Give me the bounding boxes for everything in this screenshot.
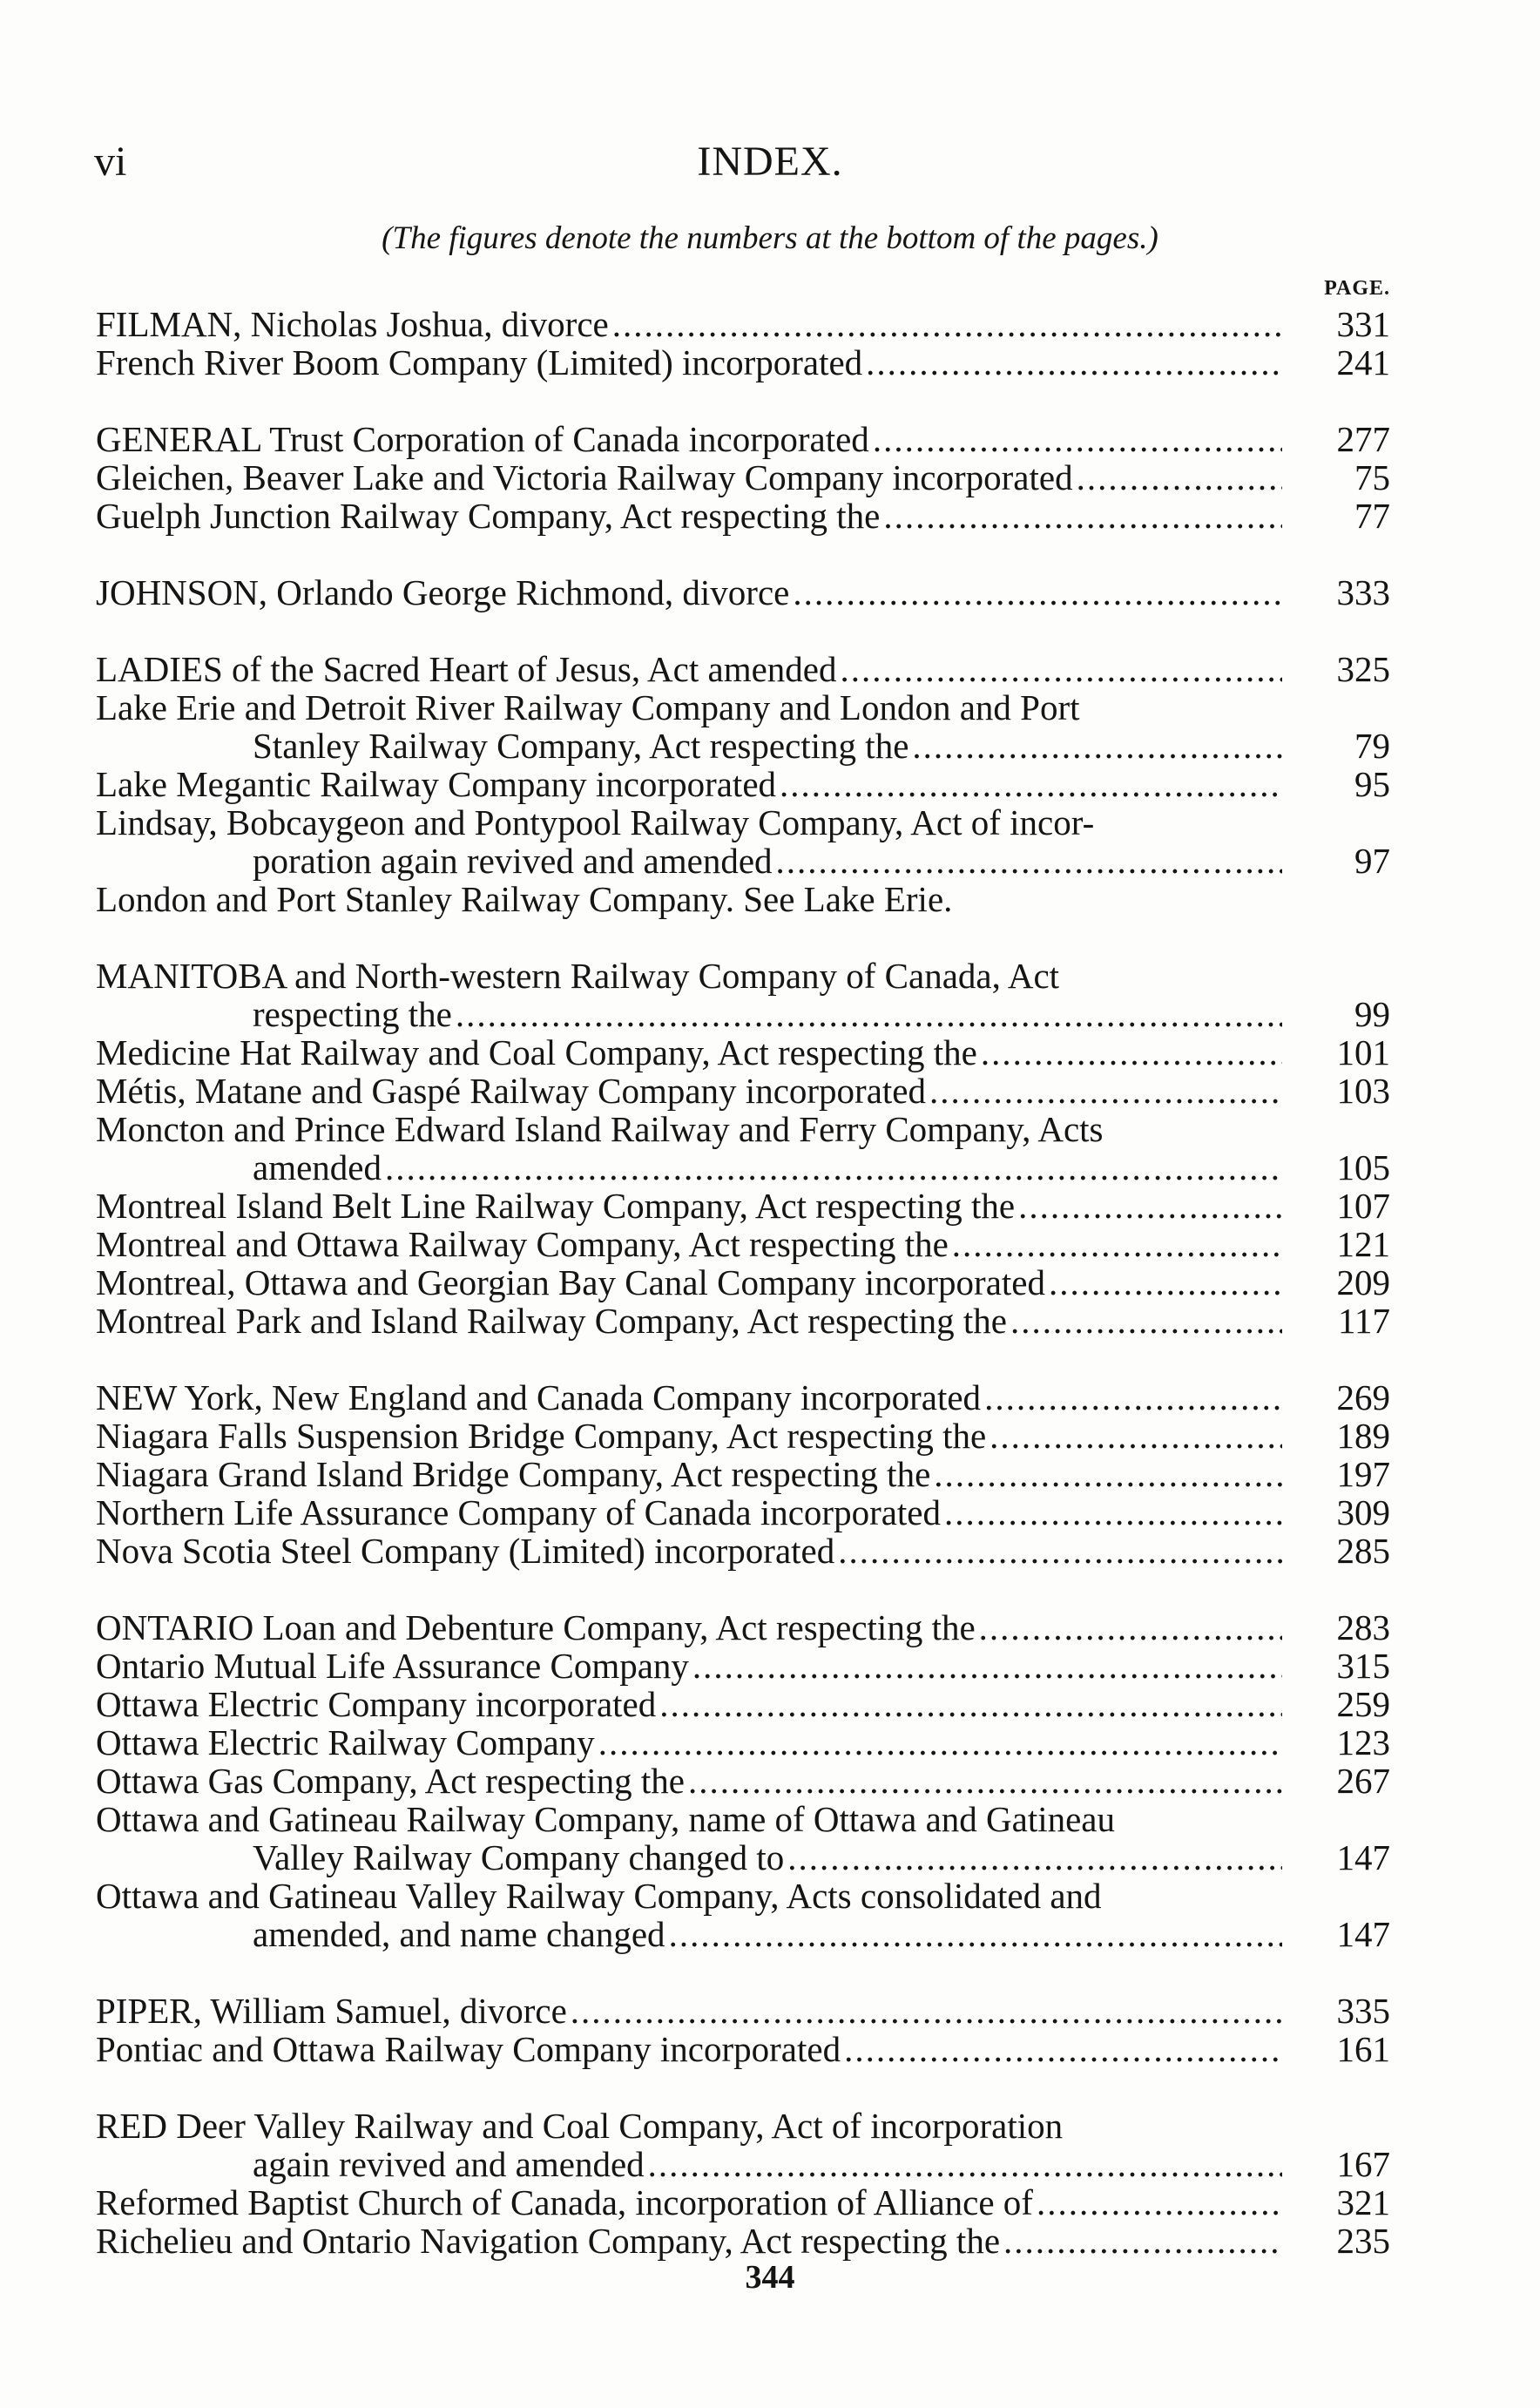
entry-text bbox=[96, 458, 1286, 497]
index-entry bbox=[96, 1685, 1390, 1723]
index-entry bbox=[96, 1072, 1390, 1110]
entry-line-text: Métis, Matane and Gaspé Railway Company incorporated bbox=[96, 1071, 926, 1111]
dot-leader bbox=[844, 2030, 1282, 2068]
entry-line bbox=[96, 957, 1286, 995]
entry-line bbox=[96, 1992, 1286, 2030]
entry-text bbox=[96, 1532, 1286, 1570]
index-entry bbox=[96, 1302, 1390, 1340]
entry-line-text: Montreal and Ottawa Railway Company, Act respecting the bbox=[96, 1224, 949, 1264]
entry-page-number: 95 bbox=[1354, 764, 1390, 804]
entry-line-text: Stanley Railway Company, Act respecting the bbox=[253, 726, 909, 766]
index-group bbox=[96, 420, 1390, 535]
entry-page-number: 321 bbox=[1336, 2182, 1390, 2222]
entry-line bbox=[96, 1915, 1286, 1953]
entry-text bbox=[96, 1072, 1286, 1110]
entry-page-number: 99 bbox=[1354, 994, 1390, 1034]
entry-line bbox=[96, 1647, 1286, 1685]
entry-line bbox=[96, 1187, 1286, 1225]
entry-text bbox=[96, 1723, 1286, 1762]
entry-page-number: 241 bbox=[1336, 342, 1390, 382]
entry-text bbox=[96, 957, 1286, 1033]
entry-line bbox=[96, 1033, 1286, 1072]
entry-text bbox=[96, 1762, 1286, 1800]
index-group bbox=[96, 1992, 1390, 2068]
entry-page-number: 309 bbox=[1336, 1492, 1390, 1532]
entry-page-number: 105 bbox=[1336, 1147, 1390, 1187]
entry-text bbox=[96, 1417, 1286, 1455]
entry-line-text: amended bbox=[253, 1147, 382, 1187]
entry-line bbox=[96, 1762, 1286, 1800]
dot-leader bbox=[990, 1417, 1282, 1455]
entry-line bbox=[96, 880, 1286, 918]
entry-text bbox=[96, 2030, 1286, 2068]
entry-line-text: Niagara Falls Suspension Bridge Company, Act respecting the bbox=[96, 1416, 987, 1456]
entry-text bbox=[96, 1033, 1286, 1072]
entry-line-text: Ontario Mutual Life Assurance Company bbox=[96, 1646, 689, 1686]
entry-line-text: poration again revived and amended bbox=[253, 841, 773, 881]
dot-leader bbox=[612, 305, 1282, 343]
dot-leader bbox=[648, 2145, 1282, 2183]
entry-page-number: 325 bbox=[1336, 649, 1390, 689]
entry-text bbox=[96, 1302, 1286, 1340]
entry-text bbox=[96, 573, 1286, 612]
index-entry bbox=[96, 1455, 1390, 1493]
entry-text bbox=[96, 1608, 1286, 1647]
entry-line-text: Montreal, Ottawa and Georgian Bay Canal Company incorporated bbox=[96, 1262, 1045, 1302]
entry-page-number: 167 bbox=[1336, 2144, 1390, 2184]
entry-line-text: Reformed Baptist Church of Canada, incorporation of Alliance of bbox=[96, 2182, 1033, 2222]
entry-page-number: 117 bbox=[1338, 1301, 1390, 1341]
entry-page-number: 285 bbox=[1336, 1531, 1390, 1571]
entry-page-number: 335 bbox=[1336, 1991, 1390, 2031]
page-folio: vi bbox=[94, 139, 127, 185]
dot-leader bbox=[659, 1685, 1282, 1723]
dot-leader bbox=[984, 1378, 1282, 1417]
dot-leader bbox=[793, 573, 1282, 612]
entry-line-text: Gleichen, Beaver Lake and Victoria Railway Company incorporated bbox=[96, 457, 1073, 497]
entry-line bbox=[96, 1417, 1286, 1455]
entry-line bbox=[96, 1263, 1286, 1302]
dot-leader bbox=[979, 1608, 1282, 1647]
entry-page-number: 147 bbox=[1336, 1837, 1390, 1877]
entry-line-text: Montreal Island Belt Line Railway Company, Act respecting the bbox=[96, 1186, 1016, 1226]
entry-text bbox=[96, 1992, 1286, 2030]
entry-line bbox=[96, 1455, 1286, 1493]
dot-leader bbox=[841, 650, 1283, 688]
index-entry bbox=[96, 2222, 1390, 2260]
index-entry bbox=[96, 1225, 1390, 1263]
entry-line bbox=[96, 765, 1286, 803]
dot-leader bbox=[571, 1992, 1282, 2030]
entry-page-number: 269 bbox=[1336, 1377, 1390, 1417]
entry-line bbox=[96, 305, 1286, 343]
entry-line-text: Ottawa Electric Railway Company bbox=[96, 1722, 595, 1762]
entry-text bbox=[96, 1110, 1286, 1187]
dot-leader bbox=[688, 1762, 1282, 1800]
entry-line bbox=[96, 1723, 1286, 1762]
dot-leader bbox=[456, 995, 1282, 1033]
entry-line-text: GENERAL Trust Corporation of Canada incorporated bbox=[96, 419, 869, 459]
entry-line-text: Lake Erie and Detroit River Railway Company and London and Port bbox=[96, 687, 1080, 727]
entry-line-text: Valley Railway Company changed to bbox=[253, 1837, 785, 1877]
entry-text bbox=[96, 1877, 1286, 1953]
index-entry bbox=[96, 343, 1390, 382]
index-entry bbox=[96, 2030, 1390, 2068]
dot-leader bbox=[598, 1723, 1282, 1762]
index-entry bbox=[96, 880, 1390, 918]
dot-leader bbox=[1010, 1302, 1282, 1340]
index-entry bbox=[96, 1263, 1390, 1302]
dot-leader bbox=[912, 727, 1282, 765]
entry-page-number: 333 bbox=[1336, 572, 1390, 612]
entry-text bbox=[96, 2183, 1286, 2222]
entry-line bbox=[96, 1225, 1286, 1263]
entry-line-text: NEW York, New England and Canada Company incorporated bbox=[96, 1377, 982, 1417]
entry-line-text: Ottawa and Gatineau Railway Company, name of Ottawa and Gatineau bbox=[96, 1799, 1116, 1839]
entry-line bbox=[96, 497, 1286, 535]
index-entry bbox=[96, 1800, 1390, 1877]
entry-text bbox=[96, 803, 1286, 880]
entry-text bbox=[96, 1187, 1286, 1225]
index-entry bbox=[96, 1493, 1390, 1532]
entry-page-number: 267 bbox=[1336, 1761, 1390, 1801]
entry-line bbox=[96, 1608, 1286, 1647]
entry-line bbox=[96, 1685, 1286, 1723]
entry-line bbox=[96, 1072, 1286, 1110]
entry-text bbox=[96, 2107, 1286, 2183]
entry-line-text: Moncton and Prince Edward Island Railway and Ferry Company, Acts bbox=[96, 1109, 1104, 1149]
entry-line-text: Montreal Park and Island Railway Company, Act respecting the bbox=[96, 1301, 1008, 1341]
dot-leader bbox=[780, 765, 1282, 803]
entry-page-number: 189 bbox=[1336, 1416, 1390, 1456]
index-entry bbox=[96, 1762, 1390, 1800]
dot-leader bbox=[866, 343, 1282, 382]
index-entry bbox=[96, 573, 1390, 612]
entry-text bbox=[96, 1263, 1286, 1302]
entry-text bbox=[96, 1800, 1286, 1877]
entry-line bbox=[96, 727, 1286, 765]
entry-page-number: 147 bbox=[1336, 1914, 1390, 1954]
entry-text bbox=[96, 343, 1286, 382]
entry-page-number: 75 bbox=[1354, 457, 1390, 497]
index-entry bbox=[96, 1992, 1390, 2030]
entry-page-number: 161 bbox=[1336, 2029, 1390, 2069]
entry-line bbox=[96, 2222, 1286, 2260]
index-entry bbox=[96, 803, 1390, 880]
entry-page-number: 103 bbox=[1336, 1071, 1390, 1111]
entry-line bbox=[96, 2030, 1286, 2068]
entry-line bbox=[96, 1838, 1286, 1877]
entry-line bbox=[96, 842, 1286, 880]
entry-line bbox=[96, 1148, 1286, 1187]
index-entry bbox=[96, 2183, 1390, 2222]
dot-leader bbox=[981, 1033, 1282, 1072]
entry-line bbox=[96, 995, 1286, 1033]
index-entry bbox=[96, 1417, 1390, 1455]
entry-line-text: Northern Life Assurance Company of Canada incorporated bbox=[96, 1492, 942, 1532]
entry-line bbox=[96, 458, 1286, 497]
entry-text bbox=[96, 305, 1286, 343]
dot-leader bbox=[669, 1915, 1282, 1953]
entry-page-number: 277 bbox=[1336, 419, 1390, 459]
index-group bbox=[96, 1378, 1390, 1570]
entry-line-text: Lindsay, Bobcaygeon and Pontypool Railway Company, Act of incor- bbox=[96, 802, 1095, 842]
index-subtitle: (The figures denote the numbers at the bottom of the pages.) bbox=[382, 220, 1158, 256]
entry-line bbox=[96, 1378, 1286, 1417]
entry-line-text: Nova Scotia Steel Company (Limited) incorporated bbox=[96, 1531, 835, 1571]
dot-leader bbox=[838, 1532, 1282, 1570]
entry-page-number: 121 bbox=[1336, 1224, 1390, 1264]
page-title: INDEX. bbox=[697, 139, 843, 185]
entry-text bbox=[96, 1685, 1286, 1723]
entry-page-number: 209 bbox=[1336, 1262, 1390, 1302]
index-entry bbox=[96, 2107, 1390, 2183]
dot-leader bbox=[692, 1647, 1282, 1685]
dot-leader bbox=[873, 420, 1282, 458]
entry-line-text: FILMAN, Nicholas Joshua, divorce bbox=[96, 304, 609, 344]
entry-line-text: again revived and amended bbox=[253, 2144, 645, 2184]
entry-line-text: ONTARIO Loan and Debenture Company, Act respecting the bbox=[96, 1607, 976, 1647]
entry-line-text: RED Deer Valley Railway and Coal Company, Act of incorporation bbox=[96, 2106, 1064, 2146]
entry-line-text: Medicine Hat Railway and Coal Company, Act respecting the bbox=[96, 1032, 977, 1072]
index-entry bbox=[96, 305, 1390, 343]
entry-line bbox=[96, 2145, 1286, 2183]
index-entry bbox=[96, 1378, 1390, 1417]
index-entry bbox=[96, 1877, 1390, 1953]
entry-page-number: 197 bbox=[1336, 1454, 1390, 1494]
index-entry bbox=[96, 497, 1390, 535]
entry-text bbox=[96, 765, 1286, 803]
entry-line bbox=[96, 1302, 1286, 1340]
index-entry bbox=[96, 688, 1390, 765]
index-group bbox=[96, 1608, 1390, 1953]
entry-text bbox=[96, 1647, 1286, 1685]
dot-leader bbox=[385, 1148, 1282, 1187]
entry-line-text: London and Port Stanley Railway Company. See Lake Erie. bbox=[96, 879, 953, 919]
index-entry bbox=[96, 1033, 1390, 1072]
page-column-label: PAGE. bbox=[1324, 277, 1390, 300]
entry-page-number: 97 bbox=[1354, 841, 1390, 881]
index-group bbox=[96, 650, 1390, 918]
index-group bbox=[96, 573, 1390, 612]
dot-leader bbox=[1049, 1263, 1282, 1302]
entry-page-number: 101 bbox=[1336, 1032, 1390, 1072]
dot-leader bbox=[1077, 458, 1282, 497]
entry-line bbox=[96, 573, 1286, 612]
entry-page-number: 79 bbox=[1354, 726, 1390, 766]
entry-line-text: Ottawa and Gatineau Valley Railway Company, Acts consolidated and bbox=[96, 1876, 1102, 1916]
entry-text bbox=[96, 420, 1286, 458]
index-entry bbox=[96, 957, 1390, 1033]
dot-leader bbox=[929, 1072, 1282, 1110]
entry-line bbox=[96, 2183, 1286, 2222]
dot-leader bbox=[952, 1225, 1282, 1263]
dot-leader bbox=[1037, 2183, 1282, 2222]
dot-leader bbox=[934, 1455, 1282, 1493]
entry-line bbox=[96, 1493, 1286, 1532]
entry-page-number: 331 bbox=[1336, 304, 1390, 344]
entry-line-text: French River Boom Company (Limited) incorporated bbox=[96, 342, 863, 382]
entry-line-text: Ottawa Gas Company, Act respecting the bbox=[96, 1761, 685, 1801]
entry-text bbox=[96, 1378, 1286, 1417]
index-entry bbox=[96, 1532, 1390, 1570]
index-group bbox=[96, 2107, 1390, 2260]
entry-text bbox=[96, 1225, 1286, 1263]
index-entry bbox=[96, 458, 1390, 497]
entry-line bbox=[96, 803, 1286, 842]
index-group bbox=[96, 957, 1390, 1340]
entry-line bbox=[96, 343, 1286, 382]
index-entry bbox=[96, 1110, 1390, 1187]
entry-line-text: Ottawa Electric Company incorporated bbox=[96, 1684, 657, 1724]
entry-text bbox=[96, 1455, 1286, 1493]
dot-leader bbox=[787, 1838, 1282, 1877]
entry-text bbox=[96, 497, 1286, 535]
index-entry bbox=[96, 1187, 1390, 1225]
entry-text bbox=[96, 2222, 1286, 2260]
index-list bbox=[96, 305, 1390, 2298]
index-entry bbox=[96, 420, 1390, 458]
entry-line-text: MANITOBA and North-western Railway Company of Canada, Act bbox=[96, 956, 1060, 996]
dot-leader bbox=[944, 1493, 1282, 1532]
entry-line bbox=[96, 1110, 1286, 1148]
entry-line-text: Richelieu and Ontario Navigation Company, Act respecting the bbox=[96, 2221, 1001, 2261]
footer-page-number: 344 bbox=[745, 2259, 795, 2296]
entry-text bbox=[96, 650, 1286, 688]
entry-line bbox=[96, 420, 1286, 458]
entry-text bbox=[96, 688, 1286, 765]
entry-line-text: amended, and name changed bbox=[253, 1914, 665, 1954]
entry-page-number: 235 bbox=[1336, 2221, 1390, 2261]
dot-leader bbox=[1003, 2222, 1282, 2260]
index-entry bbox=[96, 1723, 1390, 1762]
entry-line bbox=[96, 1800, 1286, 1838]
entry-page-number: 315 bbox=[1336, 1646, 1390, 1686]
entry-line-text: Guelph Junction Railway Company, Act respecting the bbox=[96, 496, 881, 536]
entry-line bbox=[96, 2107, 1286, 2145]
entry-line-text: Pontiac and Ottawa Railway Company incorporated bbox=[96, 2029, 841, 2069]
entry-line-text: PIPER, William Samuel, divorce bbox=[96, 1991, 567, 2031]
index-entry bbox=[96, 1647, 1390, 1685]
entry-line bbox=[96, 1532, 1286, 1570]
entry-line bbox=[96, 1877, 1286, 1915]
entry-line bbox=[96, 688, 1286, 727]
index-group bbox=[96, 305, 1390, 382]
entry-page-number: 107 bbox=[1336, 1186, 1390, 1226]
index-entry bbox=[96, 1608, 1390, 1647]
entry-text bbox=[96, 880, 1286, 918]
entry-line-text: Niagara Grand Island Bridge Company, Act respecting the bbox=[96, 1454, 931, 1494]
dot-leader bbox=[776, 842, 1282, 880]
entry-page-number: 283 bbox=[1336, 1607, 1390, 1647]
entry-line-text: JOHNSON, Orlando George Richmond, divorce bbox=[96, 572, 790, 612]
entry-line bbox=[96, 650, 1286, 688]
entry-page-number: 123 bbox=[1336, 1722, 1390, 1762]
entry-line-text: LADIES of the Sacred Heart of Jesus, Act amended bbox=[96, 649, 837, 689]
dot-leader bbox=[883, 497, 1282, 535]
entry-line-text: respecting the bbox=[253, 994, 452, 1034]
index-entry bbox=[96, 650, 1390, 688]
entry-page-number: 259 bbox=[1336, 1684, 1390, 1724]
entry-line-text: Lake Megantic Railway Company incorporated bbox=[96, 764, 777, 804]
index-entry bbox=[96, 765, 1390, 803]
entry-page-number: 77 bbox=[1354, 496, 1390, 536]
entry-text bbox=[96, 1493, 1286, 1532]
dot-leader bbox=[1018, 1187, 1282, 1225]
